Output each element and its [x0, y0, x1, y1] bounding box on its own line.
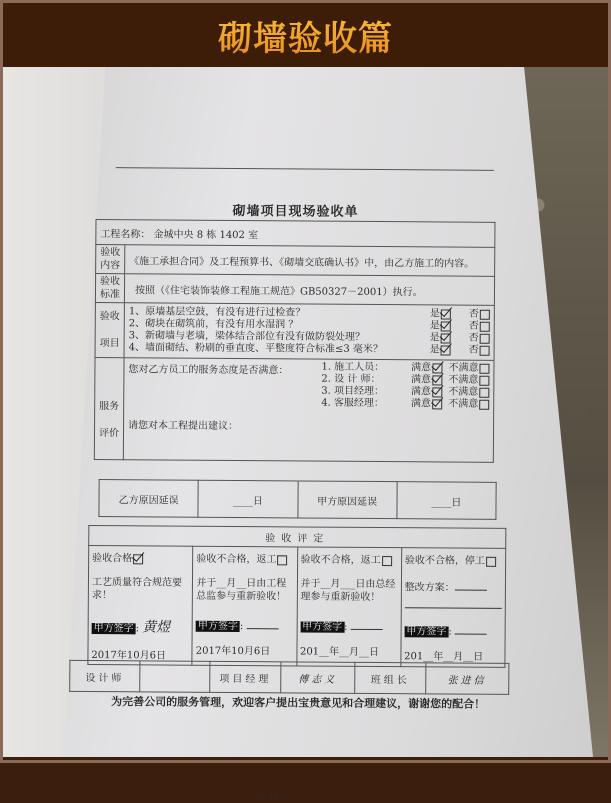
- no-checkbox[interactable]: [480, 321, 490, 331]
- designer-signature[interactable]: [140, 661, 210, 692]
- content-row: [96, 245, 495, 277]
- date[interactable]: 201__年__月__日: [404, 651, 484, 663]
- items-row: [95, 303, 494, 361]
- pass-checkbox[interactable]: [133, 554, 143, 564]
- date[interactable]: 2017年10月6日: [91, 650, 167, 662]
- items-label-bottom: 项目: [99, 338, 120, 350]
- question-text: 1、原墙基层空鼓，有没有进行过检查？: [128, 306, 306, 319]
- rectification-line[interactable]: [405, 599, 502, 609]
- suggestion-prompt: 请您对本工程提出建议：: [128, 420, 239, 433]
- unsatisfied-checkbox[interactable]: [479, 363, 489, 373]
- delay-table: [98, 479, 496, 520]
- designer-label: 设计师: [70, 660, 140, 691]
- manager-signature[interactable]: 傅志义: [280, 662, 355, 694]
- staff-role: 4. 客服经理：: [321, 397, 384, 410]
- project-label: 工程名称：: [100, 228, 151, 240]
- manager-label: 项目经理: [210, 661, 280, 692]
- standard-value: 按照（《住宅装饰装修工程施工规范》GB50327－2001）执行。: [124, 274, 494, 306]
- question-text: 2、砌块在砌筑前，有没有用水湿润 ？: [128, 318, 299, 331]
- evaluation-header: 验收评定: [89, 525, 506, 548]
- banner: [3, 3, 608, 67]
- party-b-delay-days[interactable]: ____日: [198, 480, 298, 518]
- page-number: 第 11页: [256, 791, 289, 802]
- service-label-top: 服务: [99, 400, 120, 412]
- signoff-table: [69, 660, 509, 695]
- service-label-bottom: 评价: [98, 427, 120, 439]
- content-value: 《施工承担合同》及工程预算书、《砌墙交底确认书》中，由乙方施工的内容。: [125, 245, 495, 277]
- items-list: [124, 303, 494, 361]
- thanks-note: 为完善公司的服务管理，欢迎客户提出宝贵意见和合理建议，谢谢您的配合！: [111, 695, 486, 711]
- staff-role: 2. 设 计 师：: [321, 373, 381, 386]
- project-row: [96, 220, 495, 248]
- yes-checkbox[interactable]: [441, 345, 451, 355]
- rectification-field[interactable]: [455, 590, 487, 591]
- rework-checkbox[interactable]: [382, 556, 392, 566]
- evaluation-table: [87, 525, 506, 668]
- evaluation-column: 验收合格 工艺质量符合规范要求！ 甲方签字 : 黄煜 2017年10月6日: [88, 545, 193, 665]
- signature-field[interactable]: [246, 628, 278, 629]
- no-checkbox[interactable]: [480, 345, 490, 355]
- no-checkbox[interactable]: [480, 309, 490, 319]
- form-main-table: [94, 219, 496, 463]
- staff-role: 3. 项目经理：: [321, 385, 385, 398]
- project-value: 金城中央 8 栋 1402 室: [153, 228, 259, 241]
- signature-label: 甲方签字: [406, 626, 447, 638]
- signature-label: 甲方签字: [197, 620, 238, 633]
- standard-label: 验收标准: [95, 274, 124, 303]
- rework-checkbox[interactable]: [277, 555, 287, 565]
- question-row: 1、原墙基层空鼓，有没有进行过检查？ 是 否: [129, 306, 490, 321]
- date[interactable]: 201__年__月__日: [299, 646, 380, 659]
- foreman-label: 班组长: [355, 662, 425, 693]
- stop-work-checkbox[interactable]: [486, 556, 496, 566]
- unsatisfied-checkbox[interactable]: [479, 375, 489, 385]
- no-checkbox[interactable]: [480, 333, 490, 343]
- signature-label: 甲方签字: [302, 621, 343, 633]
- service-question: 您对乙方员工的服务态度是否满意：: [128, 364, 289, 377]
- content-label: 验收内容: [96, 245, 125, 274]
- items-label-top: 验收: [99, 311, 120, 323]
- signature-field[interactable]: [351, 629, 383, 630]
- signature-field[interactable]: [455, 634, 487, 635]
- unsatisfied-checkbox[interactable]: [479, 387, 489, 397]
- date[interactable]: 2017年10月6日: [195, 645, 271, 658]
- evaluation-column: 验收不合格，停工 整改方案： 甲方签字 : 201__年__月__日: [401, 548, 506, 668]
- signature[interactable]: 黄煜: [142, 619, 171, 636]
- form-title: 砌墙项目现场验收单: [232, 203, 359, 220]
- question-text: 4、墙面砌结、粉刷的垂直度、平整度符合标准≤3 毫米？: [128, 342, 383, 356]
- service-row: [94, 358, 494, 463]
- party-b-delay-label: 乙方原因延误: [99, 480, 199, 518]
- standard-row: [95, 274, 494, 306]
- question-row: 3、新砌墙与老墙，梁体结合部位有没有做防裂处理？ 是 否: [129, 330, 490, 345]
- party-a-delay-label: 甲方原因延误: [297, 481, 397, 519]
- document-photo: [3, 67, 608, 802]
- suggestion-field[interactable]: [128, 431, 489, 460]
- signature-label: 甲方签字: [93, 623, 134, 635]
- evaluation-column: 验收不合格，返工 并于__月__日由工程总监参与重新验收！ 甲方签字 : 2017年10月6日: [192, 546, 297, 666]
- evaluation-column: 验收不合格，返工 并于__月___日由总经理参与重新验收！ 甲方签字 : 201__年__月__日: [296, 547, 401, 667]
- satisfied-checkbox[interactable]: [432, 399, 442, 409]
- staff-role: 1. 施工人员：: [321, 361, 385, 374]
- party-a-delay-days[interactable]: ____日: [397, 482, 497, 520]
- foreman-signature[interactable]: 张进信: [425, 663, 509, 695]
- service-evaluation: 您对乙方员工的服务态度是否满意： 1. 施工人员： 满意 不满意 2. 设 计 师： 满意 不满意 3. 项目经理： 满意 不满意 4. 客服经理： 满意 不满意 请您对本工程提出建议：: [123, 358, 494, 463]
- question-row: 4、墙面砌结、粉刷的垂直度、平整度符合标准≤3 毫米？ 是 否: [129, 342, 490, 357]
- banner-title: 砌墙验收篇: [218, 11, 393, 60]
- question-row: 2、砌块在砌筑前，有没有用水湿润 ？ 是 否: [129, 318, 490, 333]
- question-text: 3、新砌墙与老墙，梁体结合部位有没有做防裂处理？: [128, 330, 366, 343]
- unsatisfied-checkbox[interactable]: [479, 399, 489, 409]
